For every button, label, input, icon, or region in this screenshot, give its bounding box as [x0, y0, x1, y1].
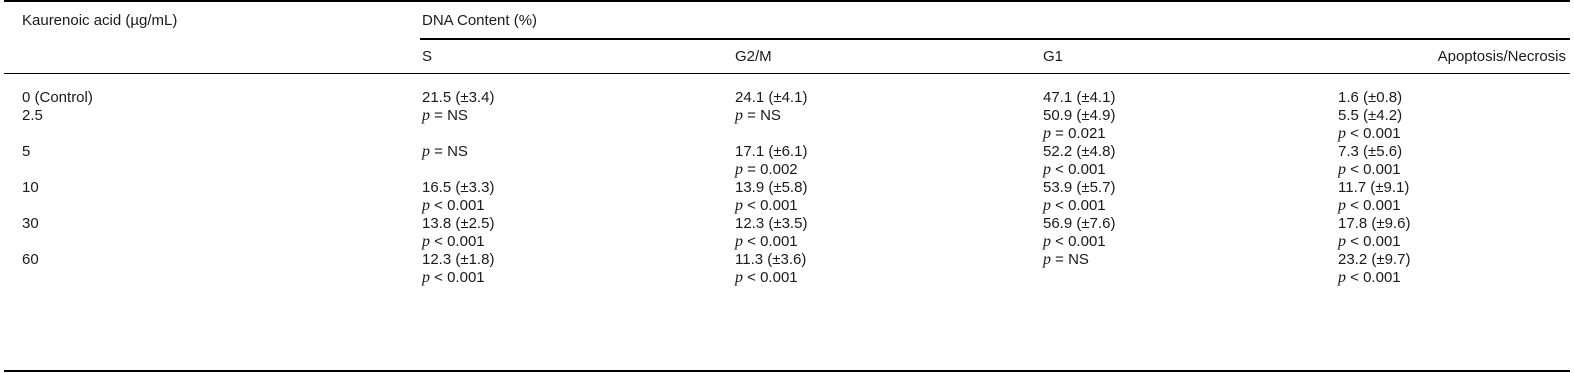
cell-g1-value: p = NS	[1043, 251, 1089, 268]
cell-apoptosis-necrosis-value: 5.5 (±4.2)	[1338, 107, 1403, 124]
cell-concentration: 2.5	[22, 107, 43, 124]
cell-g2m-value: 13.9 (±5.8)	[735, 179, 808, 196]
cell-apoptosis-necrosis-pvalue: p < 0.001	[1338, 233, 1401, 250]
cell-apoptosis-necrosis-value: 1.6 (±0.8)	[1338, 89, 1403, 106]
cell-g2m-value: p = NS	[735, 107, 781, 124]
cell-g1-pvalue: p < 0.001	[1043, 197, 1106, 214]
cell-concentration: 10	[22, 179, 39, 196]
column-header-apoptosis-necrosis: Apoptosis/Necrosis	[1437, 48, 1566, 65]
column-group-dna-content: DNA Content (%)	[422, 12, 538, 29]
cell-g2m-pvalue: p < 0.001	[735, 269, 798, 286]
cell-s-value: 13.8 (±2.5)	[422, 215, 495, 232]
cell-g1-value: 56.9 (±7.6)	[1043, 215, 1116, 232]
cell-g2m-value: 24.1 (±4.1)	[735, 89, 808, 106]
cell-g1-pvalue: p < 0.001	[1043, 161, 1106, 178]
cell-apoptosis-necrosis-value: 11.7 (±9.1)	[1338, 179, 1410, 196]
cell-g1-value: 50.9 (±4.9)	[1043, 107, 1116, 124]
cell-g2m-value: 12.3 (±3.5)	[735, 215, 808, 232]
cell-concentration: 30	[22, 215, 39, 232]
cell-g1-pvalue: p = 0.021	[1043, 125, 1106, 142]
cell-apoptosis-necrosis-pvalue: p < 0.001	[1338, 125, 1401, 142]
cell-s-pvalue: p < 0.001	[422, 269, 485, 286]
group-underline-rule	[420, 38, 1570, 40]
cell-apoptosis-necrosis-value: 17.8 (±9.6)	[1338, 215, 1411, 232]
cell-g2m-value: 11.3 (±3.6)	[735, 251, 807, 268]
cell-s-value: p = NS	[422, 143, 468, 160]
cell-s-value: p = NS	[422, 107, 468, 124]
cell-g1-value: 47.1 (±4.1)	[1043, 89, 1116, 106]
header-bottom-rule	[4, 73, 1570, 74]
cell-g2m-pvalue: p < 0.001	[735, 233, 798, 250]
cell-s-value: 21.5 (±3.4)	[422, 89, 495, 106]
column-header-kaurenoic-acid: Kaurenoic acid (µg/mL)	[22, 12, 178, 29]
cell-s-pvalue: p < 0.001	[422, 197, 485, 214]
cell-s-pvalue: p < 0.001	[422, 233, 485, 250]
cell-g2m-pvalue: p < 0.001	[735, 197, 798, 214]
cell-apoptosis-necrosis-pvalue: p < 0.001	[1338, 161, 1401, 178]
cell-apoptosis-necrosis-pvalue: p < 0.001	[1338, 197, 1401, 214]
cell-g2m-pvalue: p = 0.002	[735, 161, 798, 178]
cell-g1-pvalue: p < 0.001	[1043, 233, 1106, 250]
column-header-s: S	[422, 48, 433, 65]
cell-apoptosis-necrosis-pvalue: p < 0.001	[1338, 269, 1401, 286]
cell-apoptosis-necrosis-value: 23.2 (±9.7)	[1338, 251, 1411, 268]
cell-g2m-value: 17.1 (±6.1)	[735, 143, 808, 160]
table-bottom-rule	[4, 370, 1570, 372]
table-top-rule	[4, 0, 1570, 2]
cell-s-value: 16.5 (±3.3)	[422, 179, 495, 196]
cell-g1-value: 53.9 (±5.7)	[1043, 179, 1116, 196]
cell-concentration: 60	[22, 251, 39, 268]
cell-g1-value: 52.2 (±4.8)	[1043, 143, 1116, 160]
cell-concentration: 5	[22, 143, 31, 160]
cell-concentration: 0 (Control)	[22, 89, 93, 106]
cell-apoptosis-necrosis-value: 7.3 (±5.6)	[1338, 143, 1403, 160]
column-header-g1: G1	[1043, 48, 1064, 65]
column-header-g2m: G2/M	[735, 48, 772, 65]
cell-s-value: 12.3 (±1.8)	[422, 251, 495, 268]
